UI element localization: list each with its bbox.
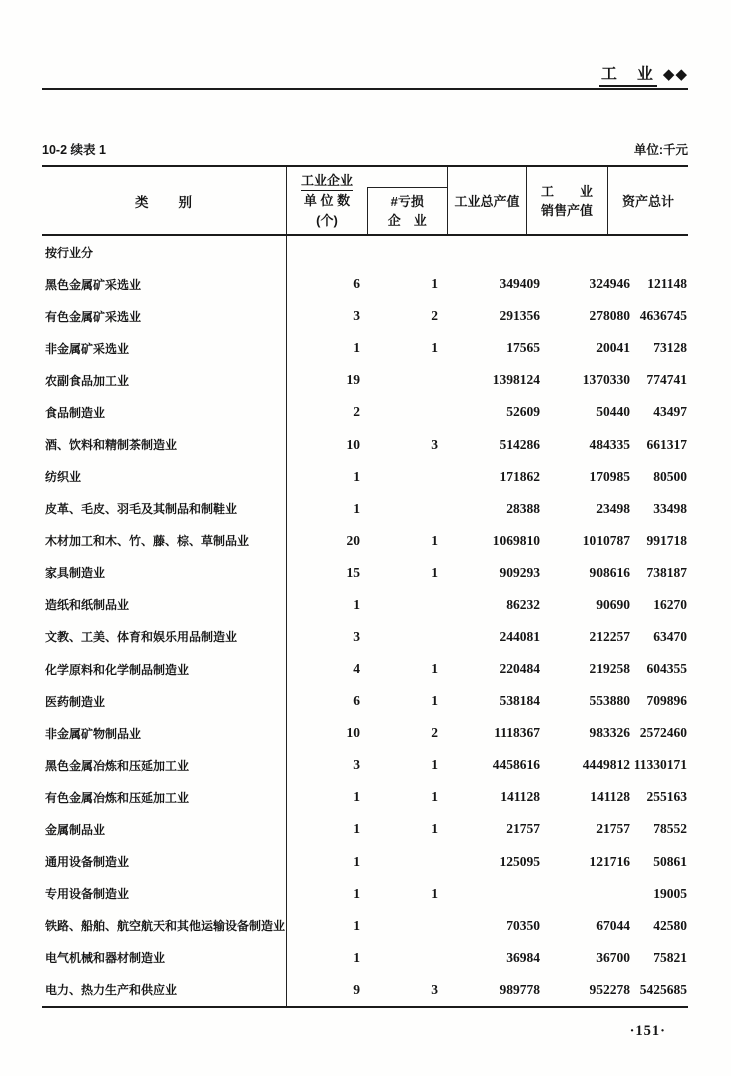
unit-label: 单位:千元 — [633, 143, 688, 157]
cell-sales: 553880 — [589, 693, 630, 709]
cell-sales: 36700 — [596, 949, 630, 965]
cell-assets: 121148 — [647, 276, 687, 292]
cell-loss: 1 — [431, 276, 438, 292]
cell-loss: 1 — [431, 661, 438, 677]
table-row — [42, 364, 688, 396]
cell-loss: 1 — [431, 789, 438, 805]
table-row — [42, 268, 688, 300]
table-row — [42, 813, 688, 845]
row-label: 铁路、船舶、航空航天和其他运输设备制造业 — [42, 910, 287, 942]
cell-sales: 212257 — [589, 628, 630, 644]
cell-gross: 1069810 — [492, 532, 540, 548]
cell-gross: 989778 — [499, 981, 540, 997]
cell-units: 20 — [346, 532, 360, 548]
table-row — [42, 428, 688, 460]
row-label: 黑色金属冶炼和压延加工业 — [42, 749, 287, 781]
header-gross-output: 工业总产值 — [448, 167, 527, 234]
table-row — [42, 781, 688, 813]
cell-units: 4 — [353, 661, 360, 677]
cell-assets: 661317 — [646, 436, 687, 452]
table-row — [42, 525, 688, 557]
row-label: 黑色金属矿采选业 — [42, 268, 287, 300]
cell-assets: 991718 — [646, 532, 687, 548]
cell-units: 9 — [353, 981, 360, 997]
table-row — [42, 942, 688, 974]
cell-gross: 171862 — [499, 468, 540, 484]
cell-gross: 1398124 — [492, 372, 540, 388]
cell-loss: 1 — [431, 757, 438, 773]
cell-sales: 484335 — [589, 436, 630, 452]
diamond-icons: ◆◆ — [662, 66, 688, 83]
cell-assets: 2572460 — [639, 725, 687, 741]
table-row — [42, 910, 688, 942]
cell-units: 10 — [346, 436, 360, 452]
page-content — [42, 0, 688, 1040]
table-row — [42, 974, 688, 1006]
row-label: 通用设备制造业 — [42, 845, 287, 877]
row-label: 医药制造业 — [42, 685, 287, 717]
row-label: 农副食品加工业 — [42, 364, 287, 396]
cell-units: 3 — [353, 628, 360, 644]
header-units-line3: (个) — [316, 213, 338, 228]
cell-assets: 19005 — [653, 885, 687, 901]
cell-units: 1 — [353, 340, 360, 356]
cell-assets: 42580 — [653, 917, 687, 933]
page-number: ·151· — [629, 1022, 666, 1039]
cell-assets: 738187 — [646, 564, 687, 580]
cell-loss: 1 — [431, 885, 438, 901]
cell-sales: 324946 — [589, 276, 630, 292]
cell-sales: 170985 — [589, 468, 630, 484]
statistics-table — [42, 165, 688, 1008]
cell-assets: 11330171 — [633, 757, 687, 773]
header-loss-line2: 企 业 — [387, 213, 427, 228]
cell-sales: 983326 — [589, 725, 630, 741]
cell-units: 6 — [353, 693, 360, 709]
cell-sales: 219258 — [589, 661, 630, 677]
header-units — [287, 171, 367, 231]
header-sales-line1: 工 业 — [540, 183, 593, 199]
cell-gross: 349409 — [499, 276, 540, 292]
row-label: 文教、工美、体育和娱乐用品制造业 — [42, 621, 287, 653]
cell-assets: 50861 — [653, 853, 687, 869]
cell-gross: 1118367 — [494, 725, 540, 741]
table-row — [42, 300, 688, 332]
row-label: 专用设备制造业 — [42, 878, 287, 910]
header-units-area — [287, 167, 448, 234]
table-row — [42, 493, 688, 525]
cell-assets: 255163 — [646, 789, 687, 805]
header-category: 类 别 — [42, 167, 287, 234]
cell-loss: 3 — [431, 436, 438, 452]
row-label: 化学原料和化学制品制造业 — [42, 653, 287, 685]
cell-loss: 2 — [431, 725, 438, 741]
cell-loss: 1 — [431, 564, 438, 580]
table-header — [42, 165, 688, 236]
cell-assets: 709896 — [646, 693, 687, 709]
cell-assets: 75821 — [653, 949, 687, 965]
cell-assets: 63470 — [653, 628, 687, 644]
cell-assets: 604355 — [646, 661, 687, 677]
cell-gross: 52609 — [506, 404, 540, 420]
cell-gross: 28388 — [506, 500, 540, 516]
cell-gross: 36984 — [506, 949, 540, 965]
table-row — [42, 589, 688, 621]
cell-sales: 20041 — [596, 340, 630, 356]
row-label: 纺织业 — [42, 461, 287, 493]
cell-gross: 538184 — [499, 693, 540, 709]
row-label: 非金属矿采选业 — [42, 332, 287, 364]
page-header — [42, 0, 688, 87]
header-rule — [42, 88, 688, 90]
row-label: 金属制品业 — [42, 813, 287, 845]
cell-loss: 1 — [431, 340, 438, 356]
header-total-assets: 资产总计 — [621, 194, 674, 209]
table-row — [42, 845, 688, 877]
cell-sales: 1370330 — [582, 372, 630, 388]
table-row — [42, 621, 688, 653]
cell-assets: 80500 — [653, 468, 687, 484]
cell-gross: 21757 — [506, 821, 540, 837]
cell-assets: 33498 — [653, 500, 687, 516]
row-label: 酒、饮料和精制茶制造业 — [42, 428, 287, 460]
row-label: 家具制造业 — [42, 557, 287, 589]
row-label: 皮革、毛皮、羽毛及其制品和制鞋业 — [42, 493, 287, 525]
cell-loss: 2 — [431, 308, 438, 324]
cell-units: 3 — [353, 308, 360, 324]
cell-loss: 1 — [431, 693, 438, 709]
cell-sales: 908616 — [589, 564, 630, 580]
cell-sales: 50440 — [596, 404, 630, 420]
cell-gross: 244081 — [499, 628, 540, 644]
cell-gross: 125095 — [499, 853, 540, 869]
row-label: 有色金属冶炼和压延加工业 — [42, 781, 287, 813]
row-label: 造纸和纸制品业 — [42, 589, 287, 621]
row-label: 有色金属矿采选业 — [42, 300, 287, 332]
cell-sales: 90690 — [596, 596, 630, 612]
cell-gross: 291356 — [499, 308, 540, 324]
cell-loss: 3 — [431, 981, 438, 997]
cell-units: 1 — [353, 885, 360, 901]
cell-units: 10 — [346, 725, 360, 741]
cell-units: 1 — [353, 949, 360, 965]
row-label: 食品制造业 — [42, 396, 287, 428]
cell-gross: 86232 — [506, 596, 540, 612]
cell-sales: 952278 — [589, 981, 630, 997]
header-units-line2: 单 位 数 — [303, 193, 351, 208]
table-row — [42, 717, 688, 749]
cell-loss: 1 — [431, 532, 438, 548]
cell-sales: 121716 — [589, 853, 630, 869]
table-body — [42, 236, 688, 1006]
cell-sales: 141128 — [590, 789, 630, 805]
cell-sales: 4449812 — [582, 757, 630, 773]
header-units-line1: 工业企业 — [301, 172, 353, 191]
cell-units: 3 — [353, 757, 360, 773]
cell-units: 1 — [353, 468, 360, 484]
cell-loss: 1 — [431, 821, 438, 837]
cell-units: 6 — [353, 276, 360, 292]
header-sales-line2: 销售产值 — [540, 202, 593, 218]
table-row — [42, 749, 688, 781]
cell-sales: 21757 — [596, 821, 630, 837]
table-row — [42, 332, 688, 364]
table-row — [42, 653, 688, 685]
cell-units: 1 — [353, 500, 360, 516]
cell-units: 15 — [346, 564, 360, 580]
header-sales-output — [527, 167, 608, 234]
cell-sales: 23498 — [596, 500, 630, 516]
chapter-title: 工 业 — [599, 66, 657, 87]
section-row — [42, 236, 688, 268]
cell-assets: 43497 — [653, 404, 687, 420]
table-row — [42, 461, 688, 493]
cell-assets: 73128 — [653, 340, 687, 356]
header-loss-line1: #亏损 — [390, 194, 424, 209]
cell-sales: 278080 — [589, 308, 630, 324]
cell-units: 1 — [353, 821, 360, 837]
cell-sales: 1010787 — [582, 532, 630, 548]
cell-gross: 909293 — [499, 564, 540, 580]
table-row — [42, 557, 688, 589]
cell-gross: 70350 — [506, 917, 540, 933]
cell-sales: 67044 — [596, 917, 630, 933]
cell-assets: 5425685 — [639, 981, 687, 997]
table-caption-row — [42, 140, 688, 158]
cell-units: 1 — [353, 917, 360, 933]
row-label: 按行业分 — [42, 236, 287, 268]
row-label: 电气机械和器材制造业 — [42, 942, 287, 974]
cell-gross: 220484 — [499, 661, 540, 677]
row-label: 非金属矿物制品业 — [42, 717, 287, 749]
cell-gross: 4458616 — [492, 757, 540, 773]
row-label: 木材加工和木、竹、藤、棕、草制品业 — [42, 525, 287, 557]
header-loss-subcolumn — [367, 187, 448, 234]
cell-assets: 78552 — [653, 821, 687, 837]
cell-assets: 774741 — [646, 372, 687, 388]
row-label: 电力、热力生产和供应业 — [42, 974, 287, 1006]
table-row — [42, 685, 688, 717]
table-row — [42, 878, 688, 910]
table-label: 10-2 续表 1 — [42, 143, 106, 157]
cell-units: 19 — [346, 372, 360, 388]
cell-gross: 141128 — [500, 789, 540, 805]
cell-assets: 4636745 — [639, 308, 687, 324]
cell-units: 1 — [353, 853, 360, 869]
cell-units: 1 — [353, 596, 360, 612]
cell-gross: 17565 — [506, 340, 540, 356]
cell-assets: 16270 — [653, 596, 687, 612]
cell-units: 1 — [353, 789, 360, 805]
cell-gross: 514286 — [499, 436, 540, 452]
table-row — [42, 396, 688, 428]
cell-units: 2 — [353, 404, 360, 420]
